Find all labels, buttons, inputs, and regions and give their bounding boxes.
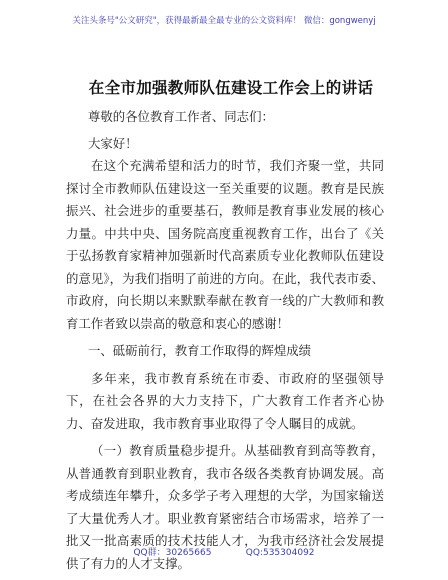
header-promo-note: 关注头条号"公文研究"，获得最新最全最专业的公文资料库！ 微信：gongwenyj [72,16,376,26]
footer-contact [0,545,448,558]
document-title: 在全市加强教师队伍建设工作会上的讲话 [88,79,374,97]
footer-qq-group-label: QQ群： [133,548,166,558]
footer-qq-number: 535304092 [262,548,315,558]
greeting: 大家好！ [88,135,138,151]
intro-paragraph: 在这个充满希望和活力的时节，我们齐聚一堂，共同探讨全市教师队伍建设这一至关重要的议题。教育是民族振兴、社会进步的重要基石，教师是教育事业发展的核心力量。中共中央、国务院高度重视教育工作，出台了《关于弘扬教育家精神加强新时代高素质专业化教师队伍建设的意见》，为我们指明了前进的方向。在此，我代表市委、市政府，向长期以来默默奉献在教育一线的广大教师和教育工作者致以崇高的敬意和衷心的感谢！ [66,158,384,331]
footer-qq-group-number: 30265665 [165,548,212,558]
subsection-paragraph: （一）教育质量稳步提升。从基础教育到高等教育，从普通教育到职业教育，我市各级各类教育协调发展。高考成绩连年攀升，众多学子考入理想的大学，为国家输送了大量优秀人才。职业教育紧密结合市场需求，培养了一批又一批高素质的技术技能人才，为我市经济社会发展提供了有力的人才支撑。 [66,443,384,571]
salutation: 尊敬的各位教育工作者、同志们： [88,109,274,124]
section-heading: 一、砥砺前行，教育工作取得的辉煌成绩 [88,343,312,358]
footer-qq-label: QQ: [245,548,263,558]
section-paragraph: 多年来，我市教育系统在市委、市政府的坚强领导下，在社会各界的大力支持下，广大教育工作者齐心协力、奋发进取，我市教育事业取得了令人瞩目的成就。 [66,370,384,431]
document-body [66,76,384,575]
